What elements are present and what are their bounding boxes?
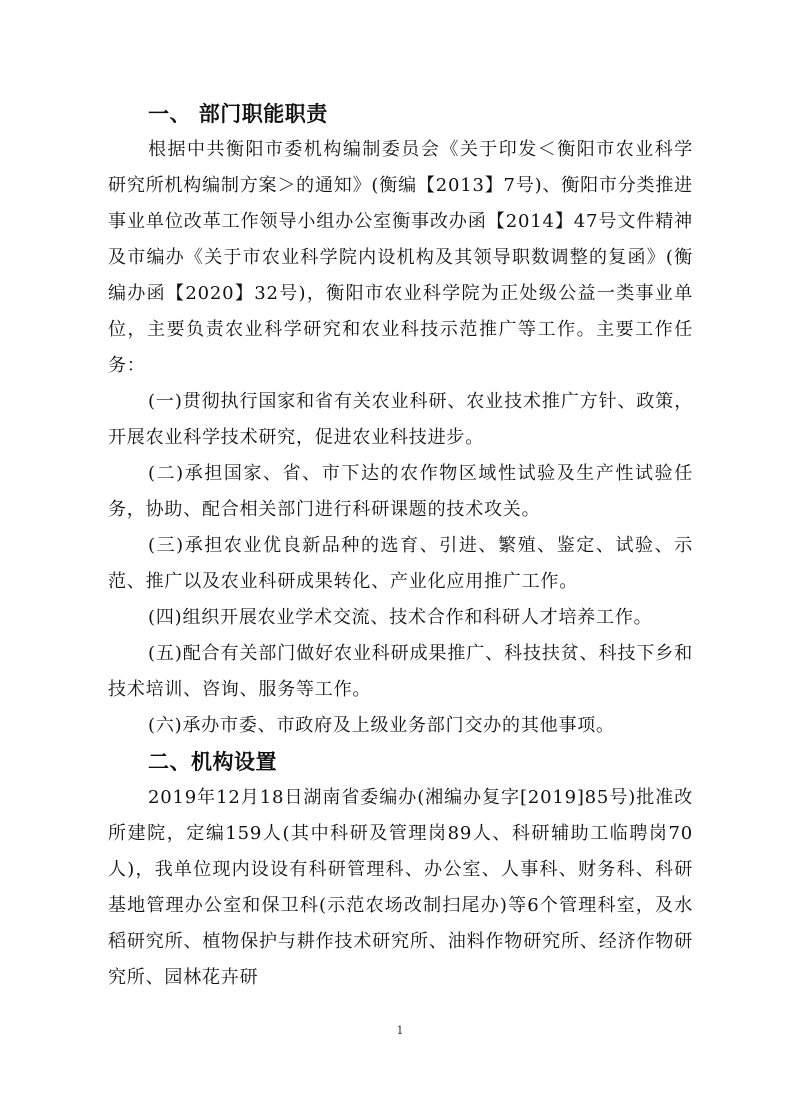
section-heading-organization: 二、机构设置 xyxy=(148,750,277,774)
paragraph-task-3: (三)承担农业优良新品种的选育、引进、繁殖、鉴定、试验、示范、推广以及农业科研成果转化、产业化应用推广工作。 xyxy=(108,535,693,592)
paragraph-task-5: (五)配合有关部门做好农业科研成果推广、科技扶贫、科技下乡和技术培训、咨询、服务等工作。 xyxy=(108,643,693,700)
paragraph-organization: 2019年12月18日湖南省委编办(湘编办复字[2019]85号)批准改所建院，定编159人(其中科研及管理岗89人、科研辅助工临聘岗70人)，我单位现内设设有科研管理科、办公室、人事科、财务科、科研基地管理办公室和保卫科(示范农场改制扫尾办)等6个管理科室，及水稻研究所、植物保护与耕作技术研究所、油料作物研究所、经济作物研究所、园林花卉研 xyxy=(108,787,693,988)
page-number: 1 xyxy=(396,1024,404,1037)
document-body xyxy=(108,96,693,996)
paragraph-task-4: (四)组织开展农业学术交流、技术合作和科研人才培养工作。 xyxy=(148,607,653,628)
paragraph-task-2: (二)承担国家、省、市下达的农作物区域性试验及生产性试验任务，协助、配合相关部门进行科研课题的技术攻关。 xyxy=(108,463,693,520)
paragraph-task-1: (一)贯彻执行国家和省有关农业科研、农业技术推广方针、政策，开展农业科学技术研究，促进农业科技进步。 xyxy=(108,391,693,448)
paragraph-intro: 根据中共衡阳市委机构编制委员会《关于印发＜衡阳市农业科学研究所机构编制方案＞的通知》(衡编【2013】7号)、衡阳市分类推进事业单位改革工作领导小组办公室衡事改办函【2014】47号文件精神及市编办《关于市农业科学院内设机构及其领导职数调整的复函》(衡编办函【2020】32号)，衡阳市农业科学院为正处级公益一类事业单位，主要负责农业科学研究和农业科技示范推广等工作。主要工作任务： xyxy=(108,139,693,376)
paragraph-task-6: (六)承办市委、市政府及上级业务部门交办的其他事项。 xyxy=(148,715,615,736)
section-heading-functions: 一、 部门职能职责 xyxy=(148,102,328,126)
